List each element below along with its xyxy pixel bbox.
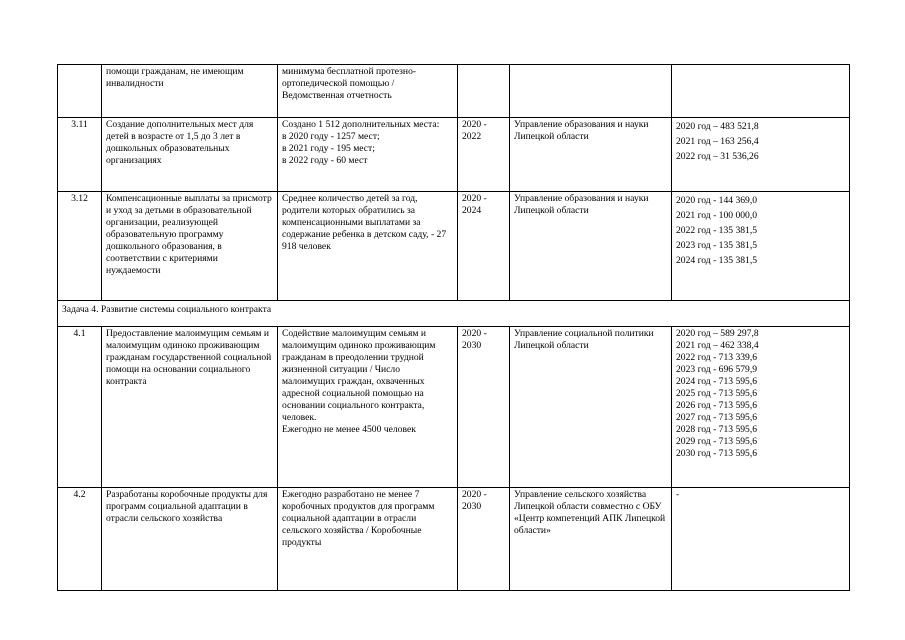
funding-line: 2028 год - 713 595,6	[676, 424, 758, 435]
measure-funding	[672, 327, 850, 488]
table-row	[58, 65, 850, 118]
measure-indicator: минимума бесплатной протезно-ортопедической помощью / Ведомственная отчетность	[278, 65, 458, 118]
task-row	[58, 301, 850, 327]
funding-line: 2021 год – 163 256,4	[676, 136, 759, 147]
row-number: 4.1	[58, 327, 102, 488]
measure-title: Компенсационные выплаты за присмотр и уход за детьми в образовательной организации, реализующей образовательную программу дошкольного образования, в соответствии с критериями нуждаемости	[102, 192, 278, 301]
measure-indicator: Среднее количество детей за год, родители которых обратились за компенсационными выплатами за содержание ребенка в детском саду, - 27 918 человек	[278, 192, 458, 301]
program-table	[57, 64, 850, 591]
funding-line: 2026 год - 713 595,6	[676, 400, 758, 411]
row-number: 4.2	[58, 488, 102, 591]
measure-funding	[672, 118, 850, 192]
measure-executor: Управление социальной политики Липецкой области	[510, 327, 672, 488]
funding-line: 2023 год - 696 579,9	[676, 364, 758, 375]
funding-line: 2020 год – 589 297,8	[676, 328, 759, 339]
funding-line: 2020 год – 483 521,8	[676, 121, 759, 132]
measure-executor: Управление образования и науки Липецкой области	[510, 192, 672, 301]
funding-line: 2027 год - 713 595,6	[676, 412, 758, 423]
measure-indicator: Ежегодно разработано не менее 7 коробочных продуктов для программ социальной адаптации в отрасли сельского хозяйства / Коробочные продукты	[278, 488, 458, 591]
row-number: 3.12	[58, 192, 102, 301]
table-row	[58, 118, 850, 192]
measure-funding	[672, 65, 850, 118]
funding-line: 2025 год - 713 595,6	[676, 388, 758, 399]
table-row	[58, 192, 850, 301]
funding-line: 2022 год - 713 339,6	[676, 352, 758, 363]
measure-period: 2020 - 2024	[458, 192, 510, 301]
table-row	[58, 488, 850, 591]
measure-executor	[510, 65, 672, 118]
funding-line: 2024 год - 135 381,5	[676, 255, 758, 266]
funding-line: -	[676, 489, 680, 500]
measure-funding	[672, 192, 850, 301]
measure-indicator: Создано 1 512 дополнительных места: в 2020 году - 1257 мест; в 2021 году - 195 мест; в 2022 году - 60 мест	[278, 118, 458, 192]
measure-period: 2020 - 2022	[458, 118, 510, 192]
task-heading: Задача 4. Развитие системы социального контракта	[58, 301, 850, 327]
funding-line: 2021 год - 100 000,0	[676, 210, 758, 221]
measure-executor: Управление сельского хозяйства Липецкой области совместно с ОБУ «Центр компетенций АПК Липецкой области»	[510, 488, 672, 591]
measure-period: 2020 - 2030	[458, 327, 510, 488]
funding-line: 2023 год - 135 381,5	[676, 240, 758, 251]
funding-line: 2029 год - 713 595,6	[676, 436, 758, 447]
measure-funding	[672, 488, 850, 591]
measure-period: 2020 - 2030	[458, 488, 510, 591]
measure-title: помощи гражданам, не имеющим инвалидности	[102, 65, 278, 118]
measure-title: Предоставление малоимущим семьям и малоимущим одиноко проживающим гражданам государственной социальной помощи на основании социального контракта	[102, 327, 278, 488]
row-number: 3.11	[58, 118, 102, 192]
measure-indicator: Содействие малоимущим семьям и малоимущим одиноко проживающим гражданам в преодолении трудной жизненной ситуации / Число малоимущих граждан, охваченных адресной социальной помощью на основании социального контракта, человек. Ежегодно не менее 4500 человек	[278, 327, 458, 488]
measure-period	[458, 65, 510, 118]
measure-title: Создание дополнительных мест для детей в возрасте от 1,5 до 3 лет в дошкольных образовательных организациях	[102, 118, 278, 192]
row-number	[58, 65, 102, 118]
funding-line: 2024 год - 713 595,6	[676, 376, 758, 387]
measure-executor: Управление образования и науки Липецкой области	[510, 118, 672, 192]
funding-line: 2022 год – 31 536,26	[676, 151, 759, 162]
table-row	[58, 327, 850, 488]
funding-line: 2022 год - 135 381,5	[676, 225, 758, 236]
funding-line: 2020 год - 144 369,0	[676, 195, 758, 206]
funding-line: 2030 год - 713 595,6	[676, 448, 758, 459]
funding-line: 2021 год – 462 338,4	[676, 340, 759, 351]
measure-title: Разработаны коробочные продукты для программ социальной адаптации в отрасли сельского хозяйства	[102, 488, 278, 591]
